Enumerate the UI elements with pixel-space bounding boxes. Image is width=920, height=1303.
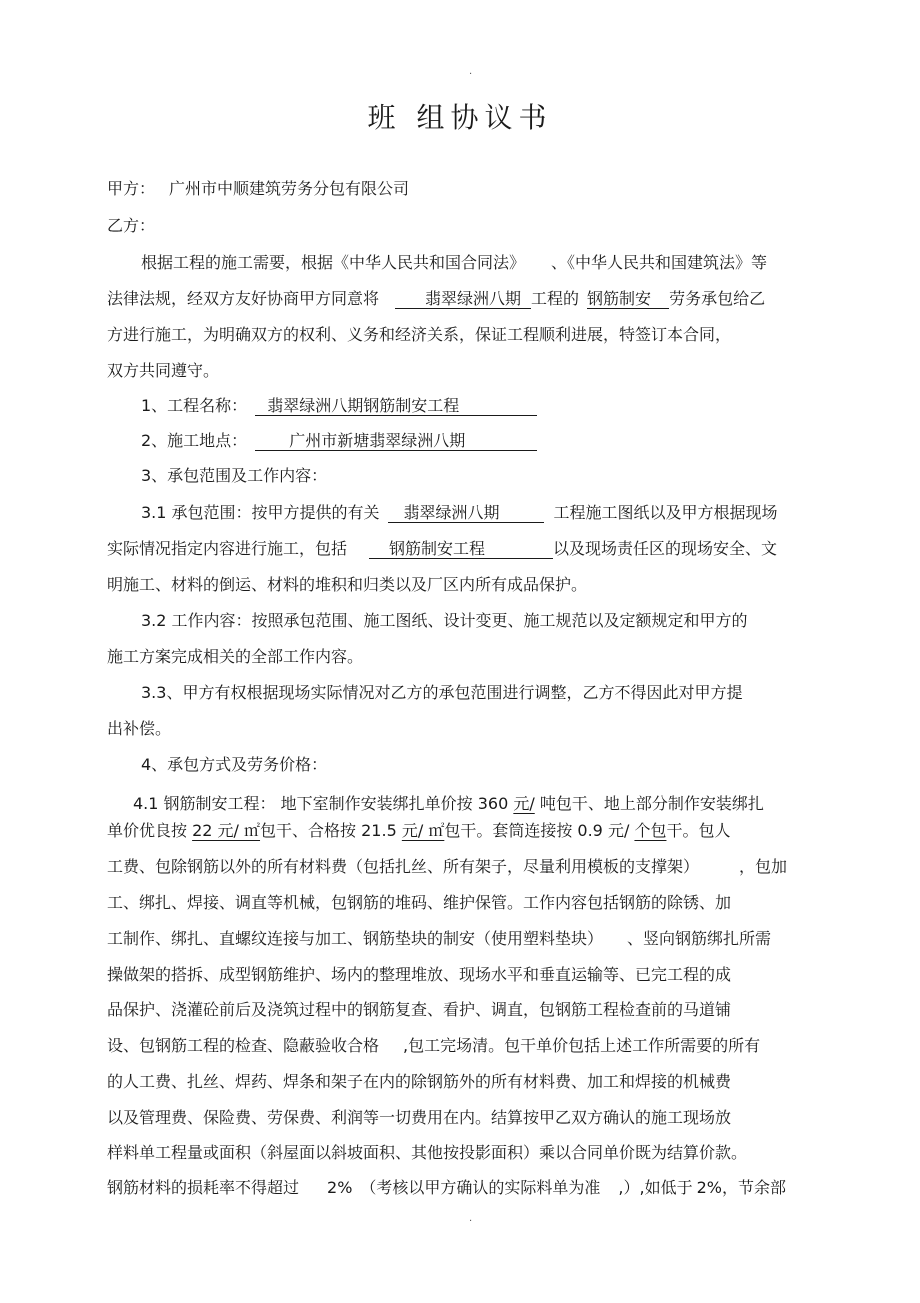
s41-text: 工费、包除钢筋以外的所有材料费（包括扎丝、所有架子，尽量利用模板的支撑架） <box>107 857 700 876</box>
s41-text: 设、包钢筋工程的检查、隐蔽验收合格 <box>107 1036 380 1055</box>
s31-project-blank: 翡翠绿洲八期 <box>388 504 544 523</box>
s41-text: 包干。套筒连接按 0.9 元/ <box>444 821 635 840</box>
s41-text: 吨包干、地上部分制作安装绑扎 <box>534 794 764 813</box>
s41-text: ，包加 <box>739 857 788 876</box>
s31-line-2 <box>107 538 777 560</box>
header-dot: . <box>469 66 473 77</box>
item-2-label: 2、施工地点： <box>141 431 248 450</box>
item-2-line <box>141 430 537 452</box>
s33-line-1: 3.3、甲方有权根据现场实际情况对乙方的承包范围进行调整，乙方不得因此对甲方提 <box>141 683 743 702</box>
project-name-blank: 翡翠绿洲八期 <box>395 290 531 309</box>
intro-text: 劳务承包给乙 <box>669 289 766 308</box>
loss-rate-value: 2% <box>327 1178 353 1197</box>
s41-text: 、竖向钢筋绑扎所需 <box>627 929 772 948</box>
s41-line-9: 的人工费、扎丝、焊药、焊条和架子在内的除钢筋外的所有材料费、加工和焊接的机械费 <box>107 1072 732 1091</box>
s41-text: 单价优良按 <box>107 821 193 840</box>
s41-line-10: 以及管理费、保险费、劳保费、利润等一切费用在内。结算按甲乙双方确认的施工现场放 <box>107 1108 732 1127</box>
intro-text: 根据工程的施工需要，根据《中华人民共和国合同法》 <box>141 253 526 272</box>
s41-line-7: 品保护、浇灌砼前后及浇筑过程中的钢筋复查、看护、调直，包钢筋工程检查前的马道铺 <box>107 1000 732 1019</box>
intro-line-3: 方进行施工，为明确双方的权利、义务和经济关系，保证工程顺利进展，特签订本合同， <box>107 325 732 344</box>
party-b-line <box>107 215 155 237</box>
s41-line-2 <box>107 820 730 842</box>
s41-text: ，节余部 <box>722 1178 787 1197</box>
s31-text: 工程施工图纸以及甲方根据现场 <box>553 503 778 522</box>
s31-text: 以及现场责任区的现场安全、文 <box>553 539 778 558</box>
s41-text: 工制作、绑扎、直螺纹连接与加工、钢筋垫块的制安（使用塑料垫块） <box>107 929 604 948</box>
scope-blank: 钢筋制安 <box>587 290 669 309</box>
loss-rate-value-2: 2% <box>696 1178 722 1197</box>
s41-line-4: 工、绑扎、焊接、调直等机械，包钢筋的堆码、维护保管。工作内容包括钢筋的除锈、加 <box>107 893 732 912</box>
party-a-line <box>107 178 409 200</box>
intro-line-1 <box>141 252 767 274</box>
s41-text: 包干、合格按 21.5 <box>260 821 402 840</box>
item-1-label: 1、工程名称： <box>141 396 248 415</box>
s41-text: 钢筋材料的损耗率不得超过 <box>107 1178 300 1197</box>
intro-line-4: 双方共同遵守。 <box>107 361 220 380</box>
s31-text: 3.1 承包范围：按甲方提供的有关 <box>141 503 380 522</box>
s41-text: ,包工完场清。包干单价包括上述工作所需要的所有 <box>403 1036 761 1055</box>
s41-sleeve-unit: 个包 <box>634 821 667 840</box>
s41-ton-unit: 元/ <box>513 794 535 813</box>
s41-line-1 <box>133 793 764 815</box>
party-a-name: 广州市中顺建筑劳务分包有限公司 <box>169 179 410 198</box>
s33-line-2: 出补偿。 <box>107 719 172 738</box>
footer-dot: . <box>469 1213 473 1224</box>
s41-text: ,）,如低于 <box>618 1178 693 1197</box>
s41-text: 4.1 钢筋制安工程： 地下室制作安装绑扎单价按 360 <box>133 794 514 813</box>
item-1-line <box>141 395 537 417</box>
intro-text: 、《中华人民共和国建筑法》等 <box>551 253 768 272</box>
document-title: 班 组协议书 <box>367 101 553 134</box>
s41-line-6: 操做架的搭拆、成型钢筋维护、场内的整理堆放、现场水平和垂直运输等、已完工程的成 <box>107 965 732 984</box>
item-4-line: 4、承包方式及劳务价格： <box>141 755 328 774</box>
intro-text: 工程的 <box>531 289 580 308</box>
s41-text: （考核以甲方确认的实际料单为准 <box>360 1178 601 1197</box>
s41-excellent-price: 22 元/ ㎡ <box>192 821 261 840</box>
s41-line-8 <box>107 1035 760 1057</box>
s31-scope-blank: 钢筋制安工程 <box>369 540 553 559</box>
s41-text: 干。包人 <box>666 821 731 840</box>
s41-line-3 <box>107 856 787 878</box>
party-b-label: 乙方： <box>107 216 156 235</box>
party-a-label: 甲方： <box>107 179 156 198</box>
item-3-line: 3、承包范围及工作内容： <box>141 466 328 485</box>
s31-line-1 <box>141 502 778 524</box>
s32-line-1: 3.2 工作内容：按照承包范围、施工图纸、设计变更、施工规范以及定额规定和甲方的 <box>141 611 748 630</box>
s31-line-3: 明施工、材料的倒运、材料的堆积和归类以及厂区内所有成品保护。 <box>107 575 588 594</box>
item-2-value: 广州市新塘翡翠绿洲八期 <box>255 432 537 451</box>
s41-line-12 <box>107 1177 786 1199</box>
s31-text: 实际情况指定内容进行施工，包括 <box>107 539 348 558</box>
s41-qualified-unit: 元/ ㎡ <box>401 821 445 840</box>
s32-line-2: 施工方案完成相关的全部工作内容。 <box>107 647 364 666</box>
s41-line-5 <box>107 928 771 950</box>
item-1-value: 翡翠绿洲八期钢筋制安工程 <box>255 397 537 416</box>
intro-text: 法律法规，经双方友好协商甲方同意将 <box>107 289 380 308</box>
intro-line-2 <box>107 288 765 310</box>
s41-line-11: 样料单工程量或面积（斜屋面以斜坡面积、其他按投影面积）乘以合同单价既为结算价款。 <box>107 1143 748 1162</box>
